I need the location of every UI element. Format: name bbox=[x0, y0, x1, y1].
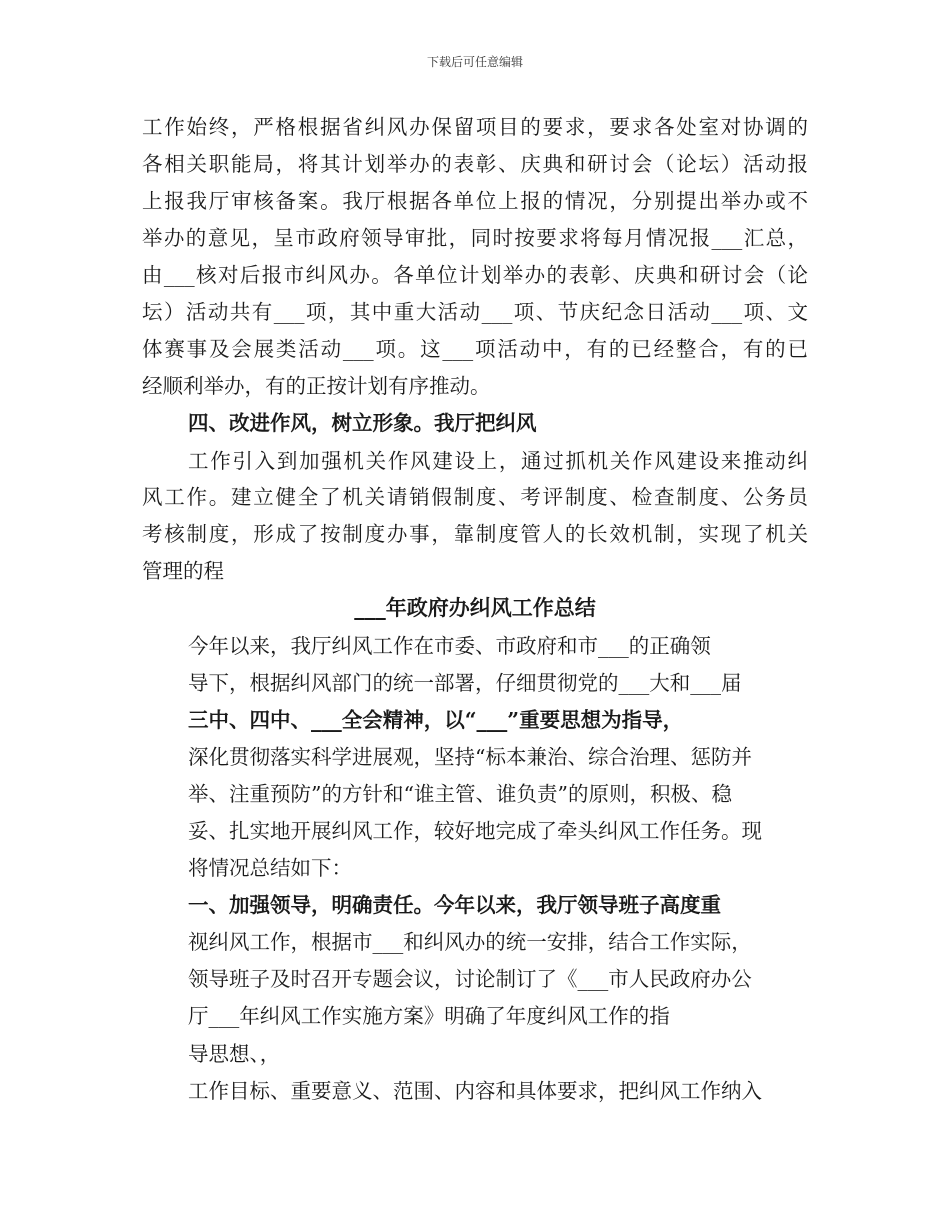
document-title: ___年政府办纠风工作总结 bbox=[354, 595, 596, 620]
text-line: 管理的程 bbox=[142, 559, 224, 583]
text-line: 由___核对后报市纠风办。各单位计划举办的表彰、庆典和研讨会（论 bbox=[142, 263, 808, 287]
bold-line: 三中、四中、___全会精神，以“___”重要思想为指导， bbox=[188, 708, 684, 732]
text-line: 将情况总结如下： bbox=[188, 856, 352, 880]
text-line: 工作始终，严格根据省纠风办保留项目的要求，要求各处室对协调的 bbox=[142, 115, 808, 139]
text-line: 举、注重预防”的方针和“谁主管、谁负责”的原则，积极、稳 bbox=[188, 782, 732, 806]
text-line: 上报我厅审核备案。我厅根据各单位上报的情况，分别提出举办或不 bbox=[142, 189, 808, 213]
text-line: 风工作。建立健全了机关请销假制度、考评制度、检查制度、公务员 bbox=[142, 485, 808, 509]
text-line: 坛）活动共有___项，其中重大活动___项、节庆纪念日活动___项、文 bbox=[142, 300, 808, 324]
text-line: 举办的意见，呈市政府领导审批，同时按要求将每月情况报___汇总， bbox=[142, 226, 808, 250]
text-line: 考核制度，形成了按制度办事，靠制度管人的长效机制，实现了机关 bbox=[142, 522, 808, 546]
text-line: 领导班子及时召开专题会议，讨论制订了《___市人民政府办公 bbox=[188, 967, 752, 991]
page-header: 下载后可任意编辑 bbox=[426, 55, 523, 69]
text-line: 导下，根据纠风部门的统一部署，仔细贯彻党的___大和___届 bbox=[188, 671, 742, 695]
section-heading-1: 一、加强领导，明确责任。今年以来，我厅领导班子高度重 bbox=[188, 893, 721, 917]
text-line: 工作目标、重要意义、范围、内容和具体要求，把纠风工作纳入 bbox=[188, 1079, 762, 1103]
text-line: 体赛事及会展类活动___项。这___项活动中，有的已经整合，有的已 bbox=[142, 337, 808, 361]
text-line: 妥、扎实地开展纠风工作，较好地完成了牵头纠风工作任务。现 bbox=[188, 819, 762, 843]
text-line: 今年以来，我厅纠风工作在市委、市政府和市___的正确领 bbox=[188, 634, 711, 658]
text-line: 深化贯彻落实科学进展观，坚持“标本兼治、综合治理、惩防并 bbox=[188, 745, 752, 769]
text-line: 各相关职能局，将其计划举办的表彰、庆典和研讨会（论坛）活动报 bbox=[142, 152, 808, 176]
text-line: 厅___年纠风工作实施方案》明确了年度纠风工作的指 bbox=[188, 1004, 670, 1028]
text-line: 视纠风工作，根据市___和纠风办的统一安排，结合工作实际， bbox=[188, 930, 752, 954]
text-line: 工作引入到加强机关作风建设上，通过抓机关作风建设来推动纠 bbox=[188, 449, 808, 473]
section-heading-4: 四、改进作风，树立形象。我厅把纠风 bbox=[188, 411, 537, 435]
text-line: 经顺利举办，有的正按计划有序推动。 bbox=[142, 374, 491, 398]
text-line: 导思想、， bbox=[188, 1042, 281, 1066]
